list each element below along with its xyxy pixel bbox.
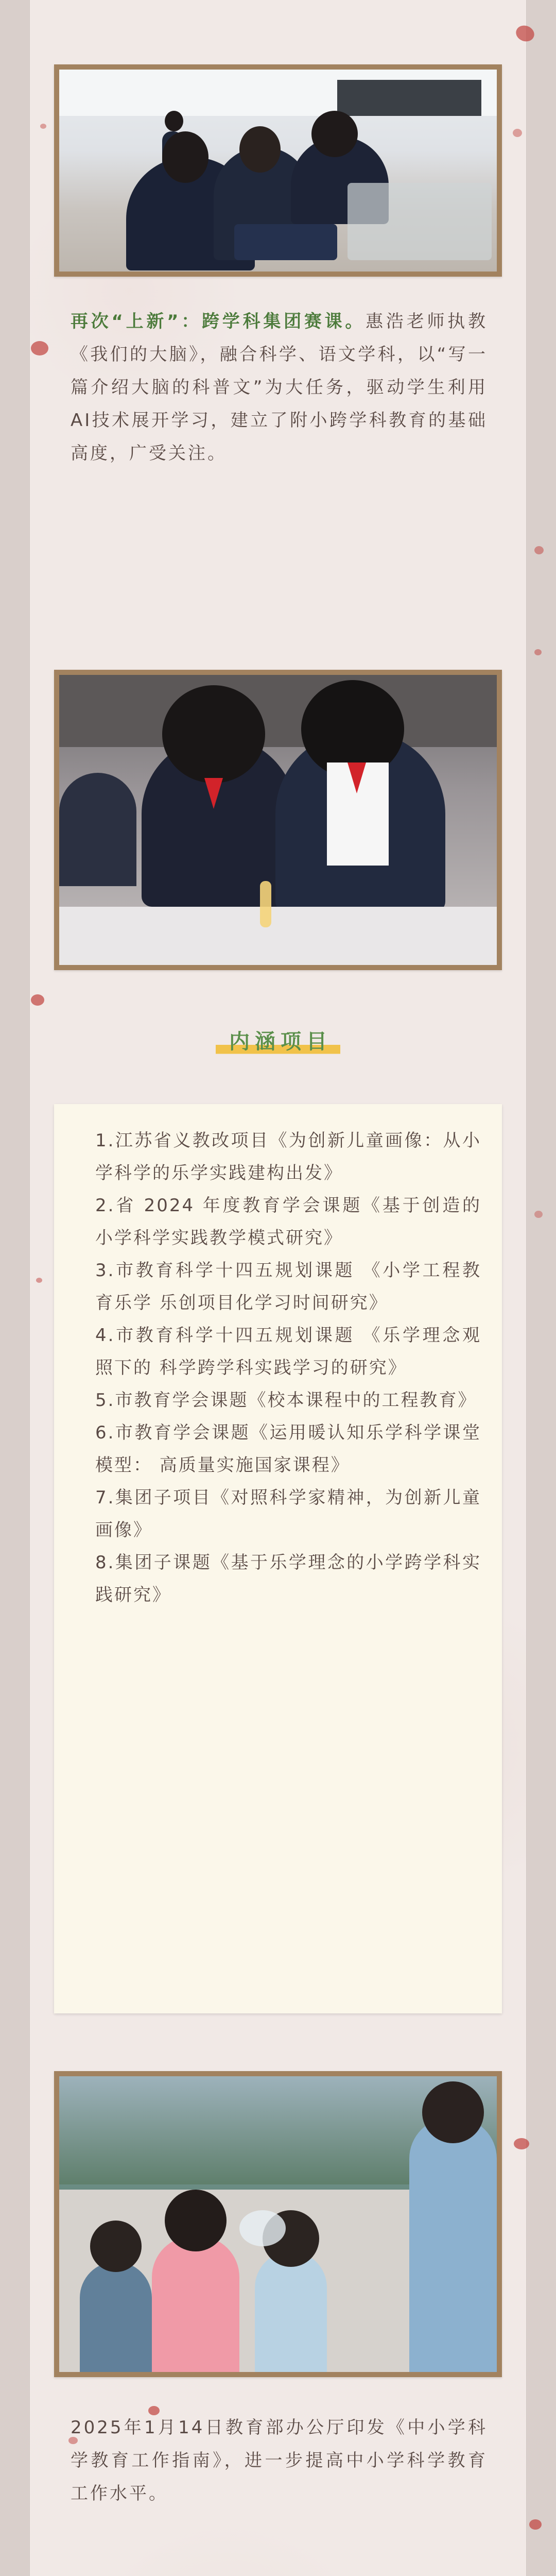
project-item: 7.集团子项目《对照科学家精神，为创新儿童画像》 (95, 1487, 481, 1540)
project-item: 1.江苏省义教改项目《为创新儿童画像：从小学科学的乐学实践建构出发》 (95, 1130, 481, 1183)
decor-splash (514, 2138, 529, 2149)
decor-splash (36, 1278, 42, 1283)
decor-splash (31, 341, 48, 355)
intro-highlight: 再次“上新”：跨学科集团赛课。 (71, 311, 366, 332)
photo-frame-outdoor (54, 2071, 502, 2377)
outdoor-demo-photo (59, 2076, 497, 2372)
section-title-text: 内涵项目 (216, 1025, 340, 1058)
decor-splash (534, 1211, 543, 1218)
students-experiment-photo (59, 675, 497, 965)
section-title (0, 1025, 556, 1058)
project-item: 5.市教育学会课题《校本课程中的工程教育》 (95, 1390, 477, 1411)
project-item: 2.省 2024 年度教育学会课题《基于创造的小学科学实践教学模式研究》 (95, 1195, 481, 1248)
project-item: 3.市教育科学十四五规划课题 《小学工程教育乐学 乐创项目化学习时间研究》 (95, 1260, 481, 1313)
decor-splash (534, 546, 544, 554)
classroom-photo (59, 70, 497, 272)
projects-card (54, 1104, 502, 2013)
news-paragraph: 2025年1月14日教育部办公厅印发《中小学科学教育工作指南》，进一步提高中小学科学教育工作水平。 (71, 2417, 488, 2504)
decor-splash (513, 129, 522, 137)
decor-splash (514, 23, 536, 44)
photo-frame-classroom (54, 64, 502, 277)
intro-paragraph (71, 305, 488, 470)
photo-frame-students (54, 670, 502, 970)
intro-text: 惠浩老师执教《我们的大脑》，融合科学、语文学科，以“写一篇介绍大脑的科普文”为大任务，驱动学生利用AI技术展开学习，建立了附小跨学科教育的基础高度，广受关注。 (71, 311, 488, 464)
project-item: 6.市教育学会课题《运用暖认知乐学科学课堂模型： 高质量实施国家课程》 (95, 1422, 481, 1476)
project-item: 8.集团子课题《基于乐学理念的小学跨学科实践研究》 (95, 1552, 481, 1605)
projects-list (95, 1125, 481, 1612)
decor-splash (31, 994, 44, 1006)
decor-splash (40, 124, 46, 129)
decor-splash (534, 649, 542, 655)
project-item: 4.市教育科学十四五规划课题 《乐学理念观照下的 科学跨学科实践学习的研究》 (95, 1325, 481, 1378)
decor-splash (529, 2519, 542, 2530)
